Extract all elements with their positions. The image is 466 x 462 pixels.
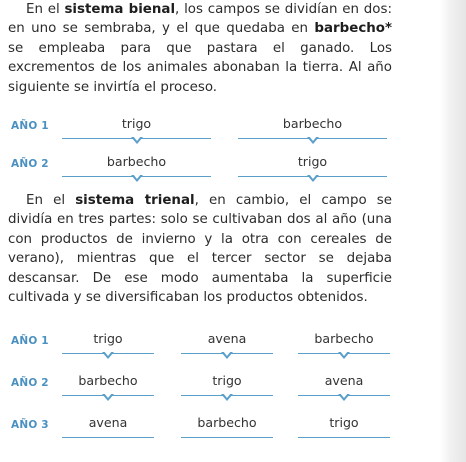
term-sistema-bienal: sistema bienal <box>64 2 176 17</box>
crop-label: avena <box>88 415 128 430</box>
year-label: AÑO 2 <box>11 158 49 170</box>
crop-label: trigo <box>121 116 152 131</box>
field-cell <box>298 415 390 438</box>
field-cell <box>298 331 390 354</box>
crop-label: barbecho <box>282 116 343 131</box>
trienal-row-year-1 <box>0 331 440 353</box>
field-cell <box>298 373 390 396</box>
field-cell <box>62 373 154 396</box>
pointer-triangle-icon <box>102 394 114 401</box>
text-span: En el <box>26 193 76 208</box>
text-span: En el <box>26 2 65 17</box>
year-label: AÑO 1 <box>11 335 49 347</box>
pointer-triangle-icon <box>131 137 143 144</box>
field-cell <box>62 415 154 438</box>
crop-label: barbecho <box>314 331 374 346</box>
pointer-triangle-icon <box>307 137 319 144</box>
field-cell <box>181 373 273 396</box>
crop-label: barbecho <box>78 373 138 388</box>
trienal-row-year-3 <box>0 415 440 437</box>
year-label: AÑO 3 <box>11 419 49 431</box>
pointer-triangle-icon <box>338 352 350 359</box>
trienal-row-year-2 <box>0 373 440 395</box>
crop-label: trigo <box>212 373 242 388</box>
field-cell <box>238 154 387 177</box>
bienal-paragraph <box>8 0 392 97</box>
crop-label: avena <box>207 331 247 346</box>
bienal-row-year-1 <box>0 116 440 138</box>
crop-label: trigo <box>329 415 359 430</box>
pointer-triangle-icon <box>307 175 319 182</box>
text-span: , los campos se dividían en dos: en uno se sembraba, y el que quedaba en <box>8 2 392 37</box>
page-edge-shadow <box>440 0 466 462</box>
field-cell <box>238 116 387 139</box>
term-barbecho: barbecho* <box>314 21 392 37</box>
pointer-triangle-icon <box>338 394 350 401</box>
year-label: AÑO 1 <box>11 120 49 132</box>
crop-label: barbecho <box>106 154 167 169</box>
bienal-row-year-2 <box>0 154 440 176</box>
year-label: AÑO 2 <box>11 377 49 389</box>
pointer-triangle-icon <box>131 175 143 182</box>
pointer-triangle-icon <box>102 352 114 359</box>
text-span: , en cambio, el campo se dividía en tres partes: solo se cultivaban dos al año (una con productos de invierno y la otra con cereales de verano), mientras que el tercer sector se dejaba descansar. De ese modo aumentaba la superficie cultivada y se diversificaban los productos obtenidos. <box>8 193 393 306</box>
pointer-triangle-icon <box>221 394 233 401</box>
field-cell <box>62 154 211 177</box>
field-cell <box>181 331 273 354</box>
pointer-triangle-icon <box>221 352 233 359</box>
field-cell <box>62 116 211 139</box>
term-sistema-trienal: sistema trienal <box>75 193 195 208</box>
crop-label: barbecho <box>197 415 257 430</box>
crop-label: trigo <box>297 154 328 169</box>
field-cell <box>181 415 273 438</box>
trienal-paragraph <box>8 191 392 307</box>
field-cell <box>62 331 154 354</box>
text-span: se empleaba para que pastara el ganado. Los excrementos de los animales abonaban la tierra. Al año siguiente se invirtía el proceso. <box>8 40 392 95</box>
crop-label: avena <box>324 373 364 388</box>
crop-label: trigo <box>93 331 123 346</box>
